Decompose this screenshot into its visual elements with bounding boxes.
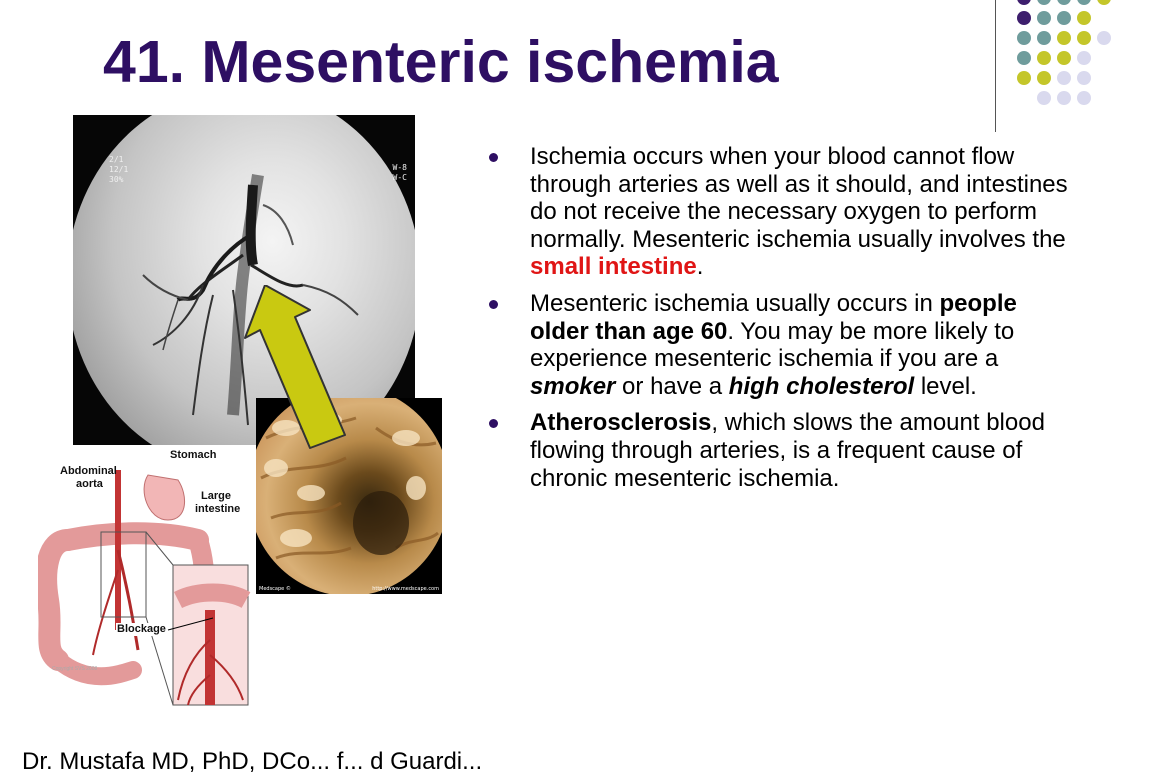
bullet-item-1 (489, 143, 1079, 281)
bullet-3-text: , which slows the amount blood flowing through arteries, is a frequent cause of chronic mesenteric ischemia. (530, 409, 1045, 492)
bullet-item-3 (489, 409, 1079, 492)
dot-row-3 (1017, 31, 1111, 45)
bullet-2-mid1: . You may be more likely to experience mesenteric ischemia if you are a (530, 317, 1015, 373)
dot (1017, 11, 1031, 25)
bullet-2-text: Mesenteric ischemia usually occurs in (530, 289, 940, 317)
dot (1077, 51, 1091, 65)
endoscopy-credit-url: http://www.medscape.com (372, 586, 439, 592)
dot (1037, 91, 1051, 105)
dot (1017, 51, 1031, 65)
slide-title: 41. Mesenteric ischemia (103, 29, 779, 95)
dot-row-5 (1017, 71, 1091, 85)
label-stomach: Stomach (170, 449, 217, 461)
bullet-dot (489, 300, 498, 309)
dot (1097, 0, 1111, 5)
label-abdominal-aorta-line1: Abdominal (60, 465, 117, 477)
pointer-arrow (240, 285, 350, 455)
anatomy-illustration (38, 440, 258, 710)
dot (1037, 0, 1051, 5)
dot (1057, 51, 1071, 65)
dot (1077, 0, 1091, 5)
bullet-dot (489, 419, 498, 428)
bullet-2-bold: people older than age 60 (530, 289, 1017, 345)
dot (1077, 31, 1091, 45)
anatomy-copyright: Copyright SVS 2008 (52, 666, 98, 672)
dot (1017, 0, 1031, 5)
dot (1037, 71, 1051, 85)
dot (1097, 31, 1111, 45)
angiogram-corner-info: 2/1 12/1 30% (109, 155, 129, 184)
endoscopy-credit: Medscape © (259, 586, 291, 592)
label-blockage: Blockage (117, 623, 166, 635)
bullet-2-end: level. (914, 372, 977, 400)
decorative-dot-grid (1010, 0, 1120, 110)
decorative-divider-line (995, 0, 996, 132)
bullet-1-highlight: small intestine (530, 253, 697, 281)
dot-row-1 (1017, 0, 1111, 5)
bullet-item-2 (489, 290, 1079, 400)
lumen (353, 491, 409, 555)
dot (1077, 91, 1091, 105)
dot (1057, 91, 1071, 105)
bullet-1-text: Ischemia occurs when your blood cannot flow through arteries as well as it should, and intestines do not receive the necessary oxygen to perform normally. Mesenteric ischemia usually involves the (530, 143, 1068, 253)
dot (1037, 11, 1051, 25)
dot (1057, 0, 1071, 5)
slide-footer: Dr. Mustafa MD, PhD, DCo... f... d Guardi... (22, 748, 483, 775)
dot (1057, 31, 1071, 45)
bullet-dot (489, 153, 498, 162)
angiogram-corner-info-right: W-8 W-C (392, 163, 407, 182)
dot (1077, 11, 1091, 25)
bullet-2-mid2: or have a (615, 372, 729, 400)
dot (1017, 71, 1031, 85)
dot-row-6 (1037, 91, 1091, 105)
dot (1037, 31, 1051, 45)
dot-row-2 (1017, 11, 1091, 25)
label-large-intestine-line2: intestine (195, 503, 241, 515)
dot-row-4 (1017, 51, 1091, 65)
dot (1077, 71, 1091, 85)
dot (1037, 51, 1051, 65)
bullet-2-cholesterol: high cholesterol (728, 372, 915, 400)
bullet-list (489, 143, 1079, 501)
dot (1017, 31, 1031, 45)
bullet-2-smoker: smoker (530, 372, 616, 400)
label-abdominal-aorta-line2: aorta (76, 478, 103, 490)
dot (1057, 71, 1071, 85)
bullet-1-end: . (696, 253, 704, 281)
label-large-intestine-line1: Large (201, 490, 231, 502)
dot (1057, 11, 1071, 25)
bullet-3-bold: Atherosclerosis (530, 409, 712, 437)
